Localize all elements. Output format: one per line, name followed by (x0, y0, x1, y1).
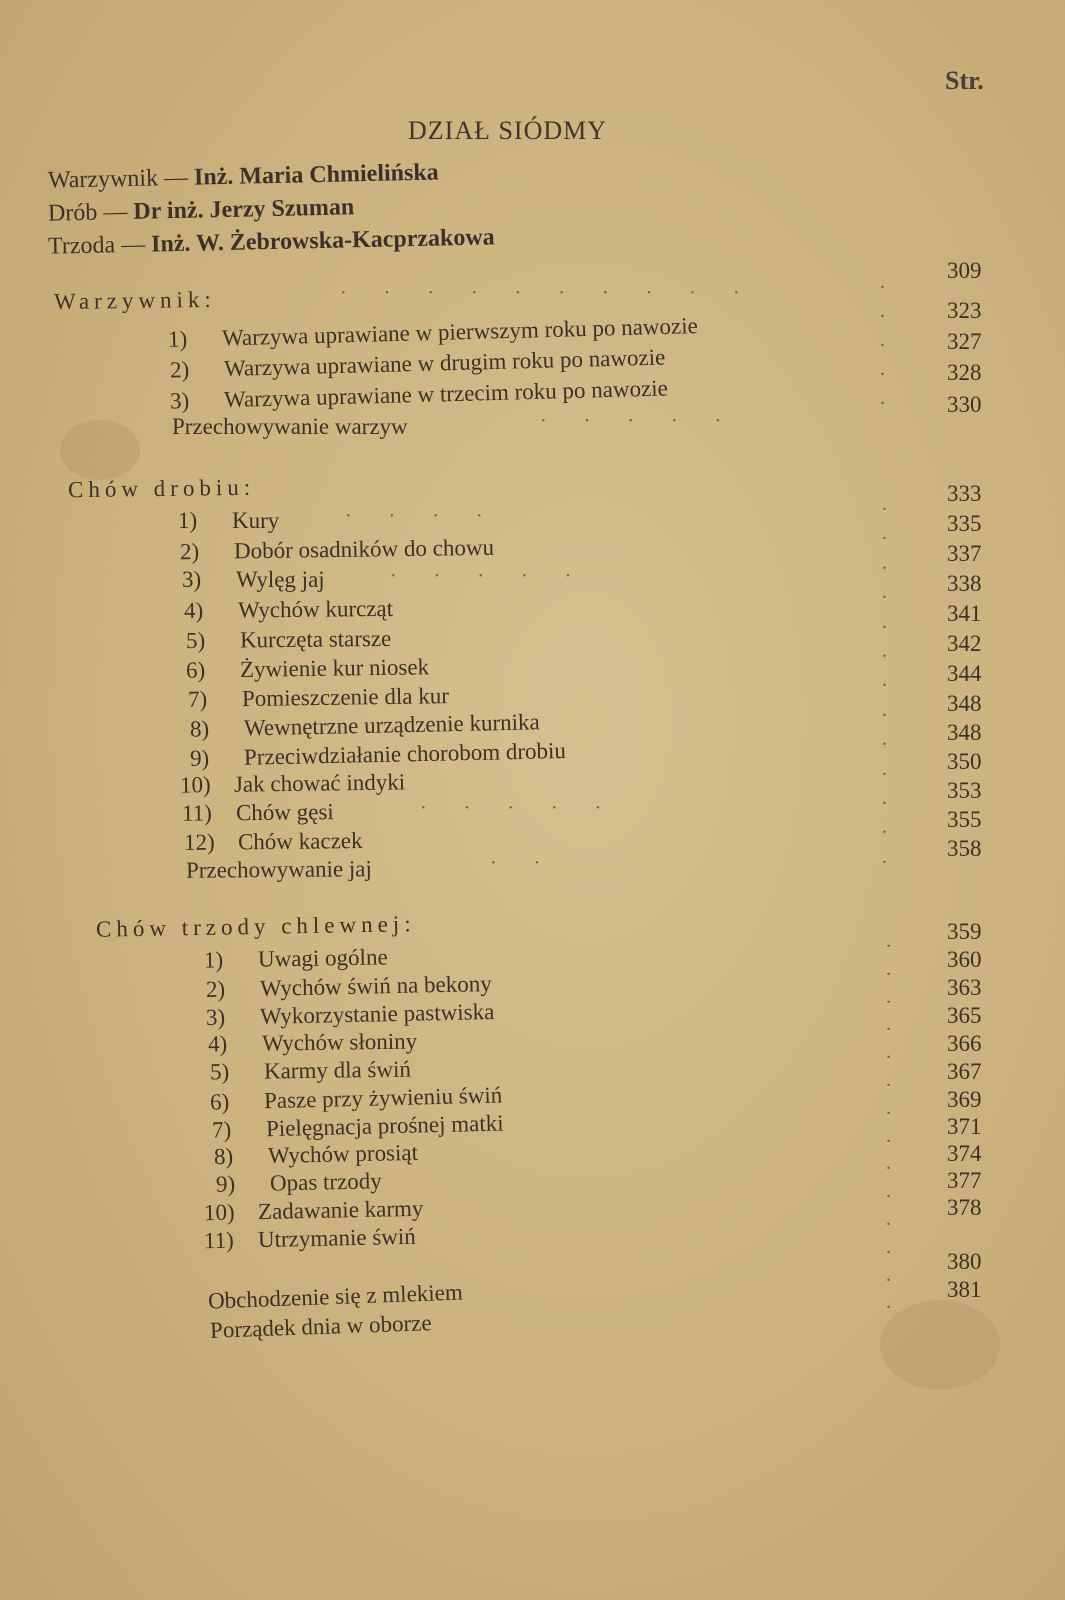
toc-entry (186, 626, 392, 654)
toc-entry (190, 709, 540, 742)
toc-entry-number: 7) (211, 1117, 232, 1143)
author-name: Dr inż. Jerzy Szuman (133, 194, 355, 225)
toc-entry-title: Wychów prosiąt (267, 1139, 419, 1169)
page-number: 369 (947, 1087, 982, 1112)
page-number: 355 (947, 807, 982, 832)
page-number: 363 (947, 975, 982, 1000)
toc-entry (186, 654, 429, 683)
toc-entry (206, 971, 492, 1003)
page-number: 365 (947, 1003, 982, 1028)
toc-entry-number: 4) (183, 597, 204, 624)
toc-entry-title: Przechowywanie jaj (185, 856, 372, 883)
page-number: 350 (947, 749, 982, 774)
toc-entry (190, 738, 566, 772)
toc-entry (204, 1196, 424, 1227)
toc-entry (182, 799, 334, 827)
page-number: 358 (947, 836, 982, 861)
toc-entry-title: Opas trzody (269, 1168, 383, 1196)
toc-section-title: Warzywnik: (53, 286, 217, 315)
toc-entry-title: Warzywa uprawiane w pierwszym roku po nawozie (221, 313, 699, 351)
toc-entry-title: Porządek dnia w oborze (209, 1310, 432, 1343)
page-number: 348 (947, 691, 982, 716)
toc-entry-title: Wychów słoniny (261, 1028, 418, 1056)
page-number: 335 (947, 511, 982, 536)
toc-entry-number: 4) (207, 1031, 228, 1057)
toc-entry (186, 856, 372, 884)
toc-entry (206, 999, 495, 1031)
leader-dots: . . . . . . . . . . . . . . (886, 930, 891, 1314)
page-number: 348 (947, 720, 982, 745)
page-number: 367 (947, 1059, 982, 1084)
page-number: 353 (947, 778, 982, 803)
toc-entry-title: Wykorzystanie pastwiska (259, 998, 495, 1029)
page-number: 309 (947, 258, 982, 283)
page-number: 380 (947, 1249, 982, 1274)
toc-entry-number: 1) (167, 326, 188, 352)
toc-entry-title: Pielęgnacja prośnej matki (265, 1110, 504, 1142)
paper-stain (60, 420, 140, 480)
toc-entry-number: 10) (179, 772, 211, 798)
toc-entry-number: 8) (189, 716, 210, 742)
toc-entry-number: 3) (182, 567, 202, 592)
toc-entry-number: 6) (209, 1089, 230, 1115)
leader-dots: · · (490, 852, 557, 874)
page-number: 323 (947, 298, 982, 323)
toc-entry (216, 1168, 382, 1197)
leader-dots: · · · · (345, 505, 499, 527)
toc-entry-title: Jak chować indyki (233, 769, 406, 797)
toc-entry (212, 1110, 504, 1143)
page-number: 360 (947, 947, 982, 972)
page-number: 330 (947, 392, 982, 417)
toc-entry (204, 1224, 416, 1254)
toc-entry-title: Przeciwdziałanie chorobom drobiu (243, 738, 567, 770)
toc-entry-title: Wewnętrzne urządzenie kurnika (243, 709, 540, 741)
author-name: Inż. W. Żebrowska-Kacprzakowa (150, 224, 495, 258)
leader-dots: . . . . . . . . . . . . . (882, 493, 887, 868)
toc-entry-title: Pasze przy żywieniu świń (263, 1082, 503, 1114)
page-number: 381 (947, 1277, 982, 1302)
toc-entry-number: 11) (203, 1227, 235, 1254)
toc-entry-title: Utrzymanie świń (257, 1223, 416, 1253)
toc-entry-title: Chów kaczek (237, 828, 363, 855)
toc-entry (182, 567, 325, 593)
toc-entry-title: Chów gęsi (235, 799, 334, 826)
toc-entry-number: 7) (187, 686, 208, 712)
toc-entry-number: 1) (203, 947, 224, 973)
toc-entry-number: 10) (203, 1199, 235, 1226)
toc-entry-title: Żywienie kur niosek (239, 654, 430, 682)
toc-entry-number: 2) (205, 976, 226, 1002)
toc-entry-number: 1) (178, 508, 198, 533)
toc-entry-title: Obchodzenie się z mlekiem (207, 1279, 464, 1314)
author-name: Inż. Maria Chmielińska (193, 159, 439, 191)
page-number: 338 (947, 571, 982, 596)
toc-entry-title: Wychów kurcząt (237, 595, 394, 623)
page-number: 371 (947, 1114, 982, 1139)
toc-entry-title: Wychów świń na bekony (259, 971, 492, 1001)
authors-list (48, 160, 495, 259)
toc-section-title: Chów drobiu: (67, 474, 256, 503)
section-title: DZIAŁ SIÓDMY (408, 116, 608, 145)
paper-stain (880, 1300, 1000, 1390)
toc-entry-number: 2) (169, 356, 190, 383)
page-number: 333 (947, 481, 982, 506)
toc-entry-title: Warzywa uprawiane w trzecim roku po nawozie (223, 375, 669, 413)
toc-entry-number: 5) (209, 1059, 230, 1085)
author-topic: Trzoda — (47, 231, 146, 260)
toc-entry-title: Pomieszczenie dla kur (241, 683, 450, 712)
page-number: 378 (947, 1195, 982, 1220)
toc-entry-number: 6) (185, 657, 206, 683)
toc-entry-number: 3) (169, 388, 190, 414)
toc-entry-number: 5) (185, 627, 206, 654)
page-number: 341 (947, 601, 982, 626)
toc-entry (188, 683, 449, 713)
page-number: 377 (947, 1168, 982, 1193)
page-number: 359 (947, 919, 982, 944)
page-column-label: Str. (945, 66, 984, 95)
page-number: 327 (947, 329, 982, 354)
toc-entry-title: Kury (232, 508, 280, 533)
page-number: 366 (947, 1031, 982, 1056)
toc-entry (208, 1029, 417, 1058)
toc-entry (204, 944, 388, 973)
author-topic: Warzywnik — (47, 164, 189, 194)
toc-entry-title: Karmy dla świń (263, 1056, 412, 1084)
toc-entry (208, 1280, 464, 1315)
leader-dots: · · · · · · · · · · (340, 282, 756, 304)
leader-dots: · · · · · (540, 410, 738, 432)
leader-dots: . . . . . (880, 271, 885, 409)
toc-entry (180, 769, 406, 798)
toc-entry-title: Uwagi ogólne (257, 944, 388, 972)
toc-entry (210, 1057, 411, 1086)
leader-dots: · · · · · (390, 565, 588, 587)
page-number: 342 (947, 631, 982, 656)
toc-entry (178, 508, 279, 534)
leader-dots: · · · · · (420, 797, 618, 819)
toc-entry-number: 9) (189, 745, 210, 771)
page-number: 344 (947, 661, 982, 686)
toc-entry-title: Dobór osadników do chowu (233, 534, 495, 564)
toc-entry-title: Kurczęta starsze (239, 625, 392, 653)
toc-entry (184, 596, 393, 624)
toc-entry-number: 8) (213, 1143, 234, 1170)
toc-entry-number: 9) (215, 1171, 236, 1197)
author-topic: Drób — (47, 199, 128, 227)
toc-section-title: Chów trzody chlewnej: (95, 911, 416, 942)
toc-entry-title: Warzywa uprawiane w drugim roku po nawozie (223, 344, 666, 382)
toc-entry (180, 535, 494, 565)
toc-entry (184, 828, 363, 856)
toc-entry-title: Zadawanie karmy (257, 1195, 424, 1225)
toc-entry-title: Wylęg jaj (236, 567, 325, 592)
toc-entry-number: 3) (205, 1004, 226, 1031)
toc-entry (214, 1140, 418, 1170)
page-number: 328 (947, 360, 982, 385)
page-number: 374 (947, 1141, 982, 1166)
toc-entry (172, 414, 408, 440)
toc-entry-title: Przechowywanie warzyw (172, 414, 408, 439)
toc-entry (210, 1310, 432, 1344)
toc-entry-number: 11) (181, 800, 212, 826)
toc-entry-number: 2) (179, 538, 200, 565)
page-number: 337 (947, 541, 982, 566)
toc-entry-number: 12) (183, 829, 215, 855)
